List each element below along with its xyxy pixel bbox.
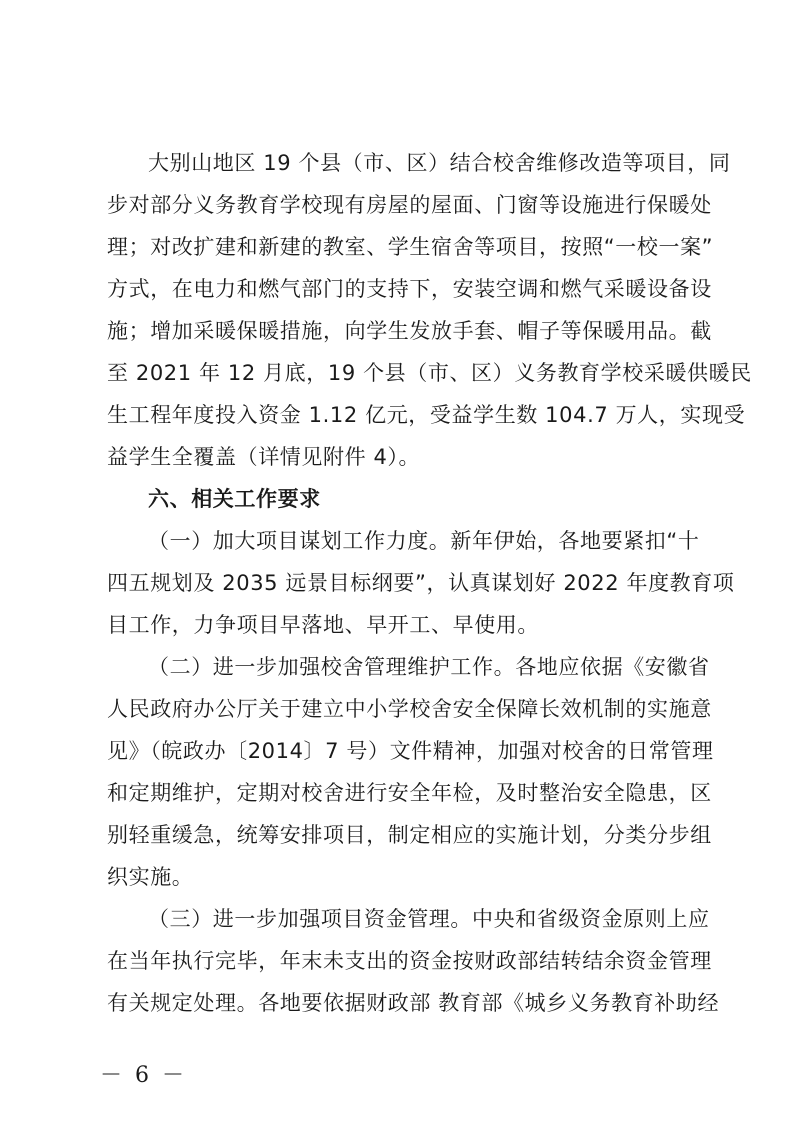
paragraph-line: 有关规定处理。各地要依据财政部 教育部《城乡义务教育补助经 xyxy=(107,991,720,1015)
paragraph-line: （一）加大项目谋划工作力度。新年伊始，各地要紧扣“十 xyxy=(148,529,700,553)
paragraph-line: 大别山地区 19 个县（市、区）结合校舍维修改造等项目，同 xyxy=(148,151,731,175)
paragraph-line: （二）进一步加强校舍管理维护工作。各地应依据《安徽省 xyxy=(148,655,710,679)
paragraph-line: （三）进一步加强项目资金管理。中央和省级资金原则上应 xyxy=(148,907,710,931)
paragraph-line: 别轻重缓急，统筹安排项目，制定相应的实施计划，分类分步组 xyxy=(107,823,712,847)
paragraph-line: 和定期维护，定期对校舍进行安全年检，及时整治安全隐患，区 xyxy=(107,781,712,805)
paragraph-line: 生工程年度投入资金 1.12 亿元，受益学生数 104.7 万人，实现受 xyxy=(107,403,746,427)
paragraph-line: 见》（皖政办〔2014〕7 号）文件精神，加强对校舍的日常管理 xyxy=(107,739,714,763)
paragraph-line: 织实施。 xyxy=(107,865,194,889)
paragraph-line: 目工作，力争项目早落地、早开工、早使用。 xyxy=(107,613,539,637)
page-number: － 6 － xyxy=(100,1063,187,1088)
paragraph-line: 步对部分义务教育学校现有房屋的屋面、门窗等设施进行保暖处 xyxy=(107,193,712,217)
paragraph-line: 施；增加采暖保暖措施，向学生发放手套、帽子等保暖用品。截 xyxy=(107,319,712,343)
paragraph-line: 在当年执行完毕，年末未支出的资金按财政部结转结余资金管理 xyxy=(107,949,712,973)
paragraph-line: 益学生全覆盖（详情见附件 4）。 xyxy=(107,445,421,469)
paragraph-line: 四五规划及 2035 远景目标纲要”，认真谋划好 2022 年度教育项 xyxy=(107,571,735,595)
paragraph-line: 理；对改扩建和新建的教室、学生宿舍等项目，按照“一校一案” xyxy=(107,235,714,259)
paragraph-line: 人民政府办公厅关于建立中小学校舍安全保障长效机制的实施意 xyxy=(107,697,712,721)
section-heading: 六、相关工作要求 xyxy=(148,487,321,511)
paragraph-line: 至 2021 年 12 月底，19 个县（市、区）义务教育学校采暖供暖民 xyxy=(107,361,752,385)
paragraph-line: 方式，在电力和燃气部门的支持下，安装空调和燃气采暖设备设 xyxy=(107,277,712,301)
